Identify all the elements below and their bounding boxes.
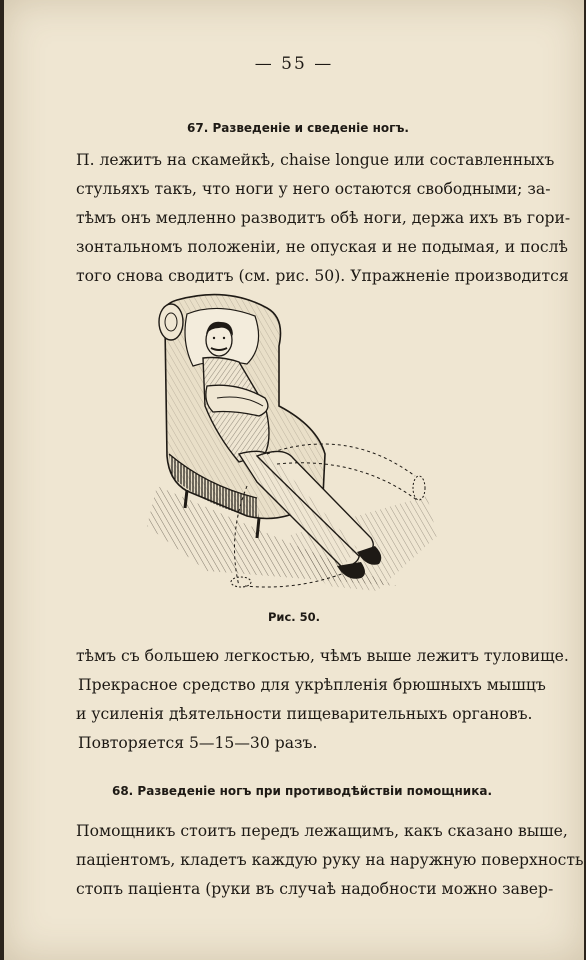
text-line: стопъ паціента (руки въ случаѣ надобности можно завер- (76, 880, 554, 898)
section-67-heading: 67. Разведеніе и сведеніе ногъ. (187, 121, 409, 135)
section-67-text (76, 146, 571, 291)
figure-caption: Рис. 50. (267, 610, 321, 624)
text-line: и усиленія дѣятельности пищеварительныхъ органовъ. (76, 705, 533, 723)
text-line: Повторяется 5—15—30 разъ. (78, 734, 318, 752)
book-page (4, 0, 584, 960)
page-number: — 55 — (254, 54, 334, 74)
text-line: тѣмъ онъ медленно разводитъ обѣ ноги, держа ихъ въ гори- (76, 209, 571, 227)
text-line: П. лежитъ на скамейкѣ, chaise longue или составленныхъ (76, 151, 555, 169)
after-figure-text (76, 642, 569, 758)
text-line: зонтальномъ положеніи, не опуская и не подымая, и послѣ (76, 238, 568, 256)
text-line: Прекрасное средство для укрѣпленія брюшныхъ мышцъ (78, 676, 546, 694)
text-line: тѣмъ съ большею легкостью, чѣмъ выше лежитъ туловище. (76, 647, 569, 665)
text-line: стульяхъ такъ, что ноги у него остаются свободными; за- (76, 180, 551, 198)
section-68-text (76, 817, 584, 904)
figure-50-illustration (147, 286, 447, 598)
text-line: Помощникъ стоитъ передъ лежащимъ, какъ сказано выше, (76, 822, 568, 840)
text-line: паціентомъ, кладетъ каждую руку на наружную поверхность (76, 851, 584, 869)
section-68-heading: 68. Разведеніе ногъ при противодѣйствіи помощника. (111, 784, 493, 798)
text-line: того снова сводитъ (см. рис. 50). Упражненіе производится (76, 267, 569, 285)
